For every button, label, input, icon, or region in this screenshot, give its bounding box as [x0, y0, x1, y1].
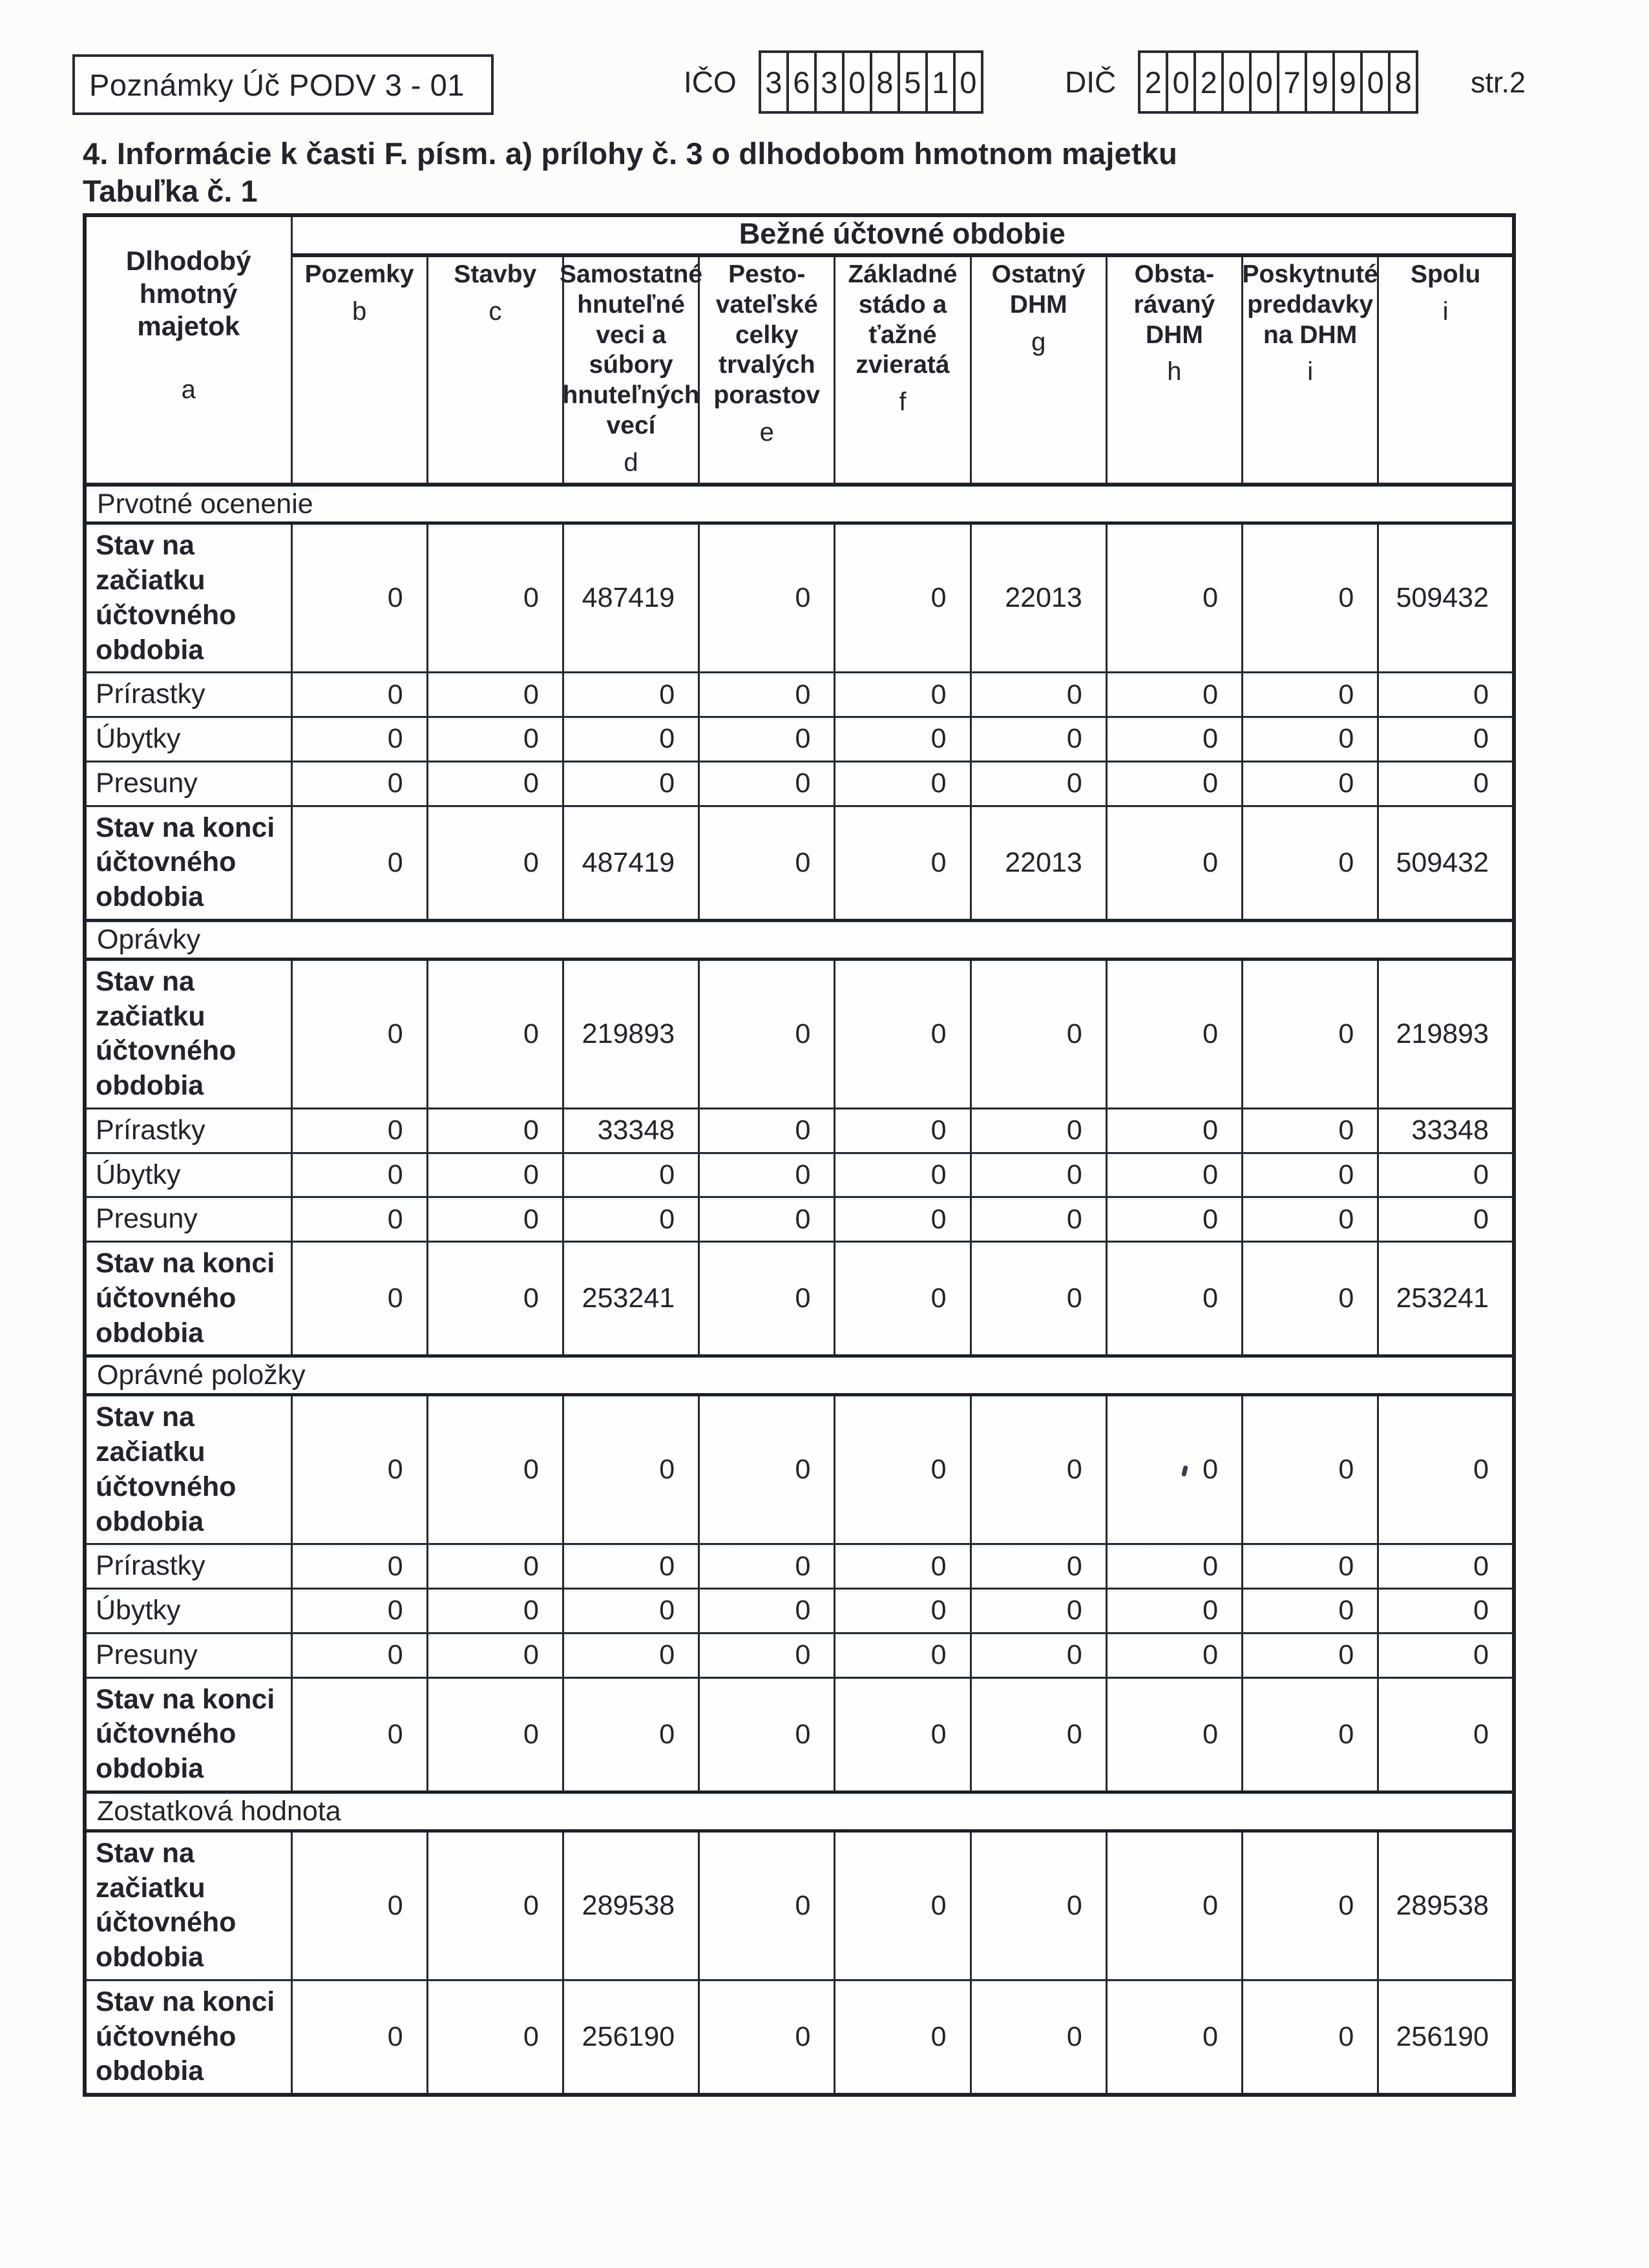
value-cell: 256190 [563, 1980, 698, 2095]
value-cell: 22013 [971, 806, 1106, 920]
value-cell: 289538 [1378, 1831, 1514, 1980]
column-header-g-5 [971, 255, 1106, 485]
value-cell: 0 [699, 1395, 835, 1544]
row-label: Stav na konci účtovného obdobia [85, 1677, 291, 1792]
value-cell: 0 [699, 806, 835, 920]
value-cell: 0 [971, 1831, 1106, 1980]
value-cell: 0 [1243, 1831, 1378, 1980]
value-cell: 0 [1243, 1589, 1378, 1633]
value-cell: 0 [1106, 1589, 1242, 1633]
table-caption: Tabuľka č. 1 [83, 174, 258, 208]
row-label: Stav na konci účtovného obdobia [85, 1242, 291, 1356]
section-row-2 [85, 1356, 1514, 1395]
row-label: Úbytky [85, 717, 291, 762]
value-cell: 0 [699, 717, 835, 762]
section-title: 4. Informácie k časti F. písm. a) prílohy č. 3 o dlhodobom hmotnom majetku [83, 136, 1178, 171]
value-cell: 0 [835, 523, 971, 673]
ico-digit-box-1: 6 [786, 50, 817, 114]
value-cell: 0 [835, 1633, 971, 1677]
value-cell: 0 [835, 959, 971, 1108]
row-label: Presuny [85, 1197, 291, 1242]
value-cell: 0 [291, 959, 427, 1108]
value-cell: 219893 [1378, 959, 1514, 1108]
row-label: Presuny [85, 1633, 291, 1677]
value-cell: 0 [1378, 1544, 1514, 1589]
value-cell: 0 [971, 1589, 1106, 1633]
dic-digit-box-1: 0 [1166, 50, 1196, 114]
value-cell: 0 [563, 1197, 698, 1242]
data-row-0-4 [85, 806, 1514, 920]
value-cell: 0 [1378, 1153, 1514, 1197]
value-cell: 0 [563, 673, 698, 717]
ico-digit-boxes [759, 50, 983, 114]
data-row-2-0 [85, 1395, 1514, 1544]
value-cell: 0 [835, 1108, 971, 1153]
value-cell: 0 [971, 717, 1106, 762]
value-cell: 0 [291, 1544, 427, 1589]
value-cell: 0 [427, 1831, 563, 1980]
value-cell: 33348 [1378, 1108, 1514, 1153]
value-cell: 0 [291, 717, 427, 762]
period-header-cell: Bežné účtovné obdobie [291, 215, 1514, 255]
value-cell: 0 [427, 1395, 563, 1544]
data-row-1-1 [85, 1108, 1514, 1153]
section-row-0 [85, 485, 1514, 523]
value-cell: 0 [1243, 761, 1378, 806]
dic-digit-box-6: 9 [1305, 50, 1335, 114]
value-cell: 0 [1106, 1980, 1242, 2095]
column-header-h-6 [1106, 255, 1242, 485]
value-cell: 0 [1106, 1197, 1242, 1242]
ico-group [684, 50, 983, 114]
value-cell: 0 [699, 1831, 835, 1980]
value-cell: 0 [1243, 1153, 1378, 1197]
value-cell: 0 [835, 1544, 971, 1589]
column-header-b-0 [291, 255, 427, 485]
value-cell: 0 [699, 523, 835, 673]
value-cell: 0 [1378, 1197, 1514, 1242]
value-cell: 253241 [1378, 1242, 1514, 1356]
value-cell: 0 [563, 1633, 698, 1677]
row-label: Stav na začiatku účtovného obdobia [85, 1831, 291, 1980]
dic-digit-box-3: 0 [1221, 50, 1252, 114]
ico-label: IČO [684, 65, 737, 99]
value-cell: 509432 [1378, 523, 1514, 673]
column-title: Poskytnuté preddavky na DHM [1242, 260, 1378, 349]
row-label: Stav na začiatku účtovného obdobia [85, 959, 291, 1108]
value-cell: 0 [971, 761, 1106, 806]
row-label: Stav na konci účtovného obdobia [85, 806, 291, 920]
row-label: Úbytky [85, 1153, 291, 1197]
value-cell: 0 [971, 1197, 1106, 1242]
value-cell: 0 [1106, 1633, 1242, 1677]
column-title: Ostatný DHM [991, 260, 1086, 319]
data-row-1-4 [85, 1242, 1514, 1356]
value-cell: 0 [291, 673, 427, 717]
value-cell: 0 [1106, 1395, 1242, 1544]
page-number: str.2 [1471, 66, 1526, 99]
column-letter: f [899, 388, 907, 417]
value-cell: 0 [291, 1980, 427, 2095]
table-header [85, 215, 1514, 485]
column-title: Pozemky [304, 260, 414, 288]
value-cell: 0 [291, 1633, 427, 1677]
value-cell: 0 [835, 1589, 971, 1633]
dic-digit-box-2: 2 [1193, 50, 1224, 114]
row-header-column-letter: a [181, 375, 196, 404]
row-label: Prírastky [85, 1108, 291, 1153]
value-cell: 0 [1106, 1677, 1242, 1792]
value-cell: 0 [291, 806, 427, 920]
value-cell: 0 [835, 1677, 971, 1792]
data-row-2-1 [85, 1544, 1514, 1589]
value-cell: 0 [835, 1395, 971, 1544]
data-row-1-0 [85, 959, 1514, 1108]
value-cell: 0 [427, 1633, 563, 1677]
ico-digit-box-0: 3 [759, 50, 789, 114]
row-label: Prírastky [85, 1544, 291, 1589]
row-label: Prírastky [85, 673, 291, 717]
value-cell: 0 [699, 1589, 835, 1633]
value-cell: 0 [1106, 806, 1242, 920]
value-cell: 33348 [563, 1108, 698, 1153]
value-cell: 0 [1378, 1589, 1514, 1633]
dic-digit-box-4: 0 [1249, 50, 1279, 114]
value-cell: 0 [1243, 1980, 1378, 2095]
column-letter: e [759, 417, 774, 446]
row-header-column-cell [85, 215, 291, 485]
column-title: Spolu [1410, 260, 1481, 288]
dic-digit-box-8: 0 [1360, 50, 1391, 114]
column-header-i-7 [1243, 255, 1378, 485]
value-cell: 0 [291, 761, 427, 806]
column-title: Stavby [454, 260, 537, 288]
row-label: Stav na začiatku účtovného obdobia [85, 1395, 291, 1544]
value-cell: 509432 [1378, 806, 1514, 920]
value-cell: 0 [1378, 717, 1514, 762]
value-cell: 0 [971, 1242, 1106, 1356]
value-cell: 0 [1243, 1544, 1378, 1589]
value-cell: 0 [563, 717, 698, 762]
value-cell: 0 [291, 1153, 427, 1197]
data-row-2-2 [85, 1589, 1514, 1633]
value-cell: 0 [1378, 673, 1514, 717]
value-cell: 0 [835, 1980, 971, 2095]
column-letter: i [1307, 357, 1314, 386]
value-cell: 0 [699, 1108, 835, 1153]
value-cell: 0 [835, 673, 971, 717]
value-cell: 0 [1243, 1197, 1378, 1242]
value-cell: 0 [1243, 673, 1378, 717]
value-cell: 0 [971, 1153, 1106, 1197]
column-header-c-1 [427, 255, 563, 485]
value-cell: 0 [835, 1153, 971, 1197]
value-cell: 487419 [563, 806, 698, 920]
value-cell: 0 [1106, 1153, 1242, 1197]
value-cell: 0 [835, 761, 971, 806]
data-row-3-1 [85, 1980, 1514, 2095]
value-cell: 0 [427, 523, 563, 673]
ico-digit-box-4: 8 [870, 50, 900, 114]
dic-digit-box-5: 7 [1277, 50, 1307, 114]
section-row-1 [85, 920, 1514, 959]
value-cell: 0 [971, 1108, 1106, 1153]
ico-digit-box-2: 3 [814, 50, 845, 114]
value-cell: 0 [971, 959, 1106, 1108]
value-cell: 0 [699, 959, 835, 1108]
value-cell: 0 [1106, 717, 1242, 762]
value-cell: 0 [971, 1544, 1106, 1589]
value-cell: 0 [563, 761, 698, 806]
ico-digit-box-5: 5 [898, 50, 928, 114]
table-body [85, 485, 1514, 2095]
value-cell: 0 [563, 1677, 698, 1792]
value-cell: 0 [563, 1544, 698, 1589]
scan-speck-artifact [1181, 1465, 1188, 1477]
column-header-d-2 [560, 255, 703, 485]
value-cell: 0 [427, 1544, 563, 1589]
section-label: Zostatková hodnota [85, 1792, 1514, 1831]
data-row-2-3 [85, 1633, 1514, 1677]
row-label: Úbytky [85, 1589, 291, 1633]
value-cell: 0 [1378, 1677, 1514, 1792]
column-header-f-4 [835, 255, 971, 485]
value-cell: 0 [427, 1108, 563, 1153]
value-cell: 0 [699, 1633, 835, 1677]
dic-digit-boxes [1138, 50, 1418, 114]
value-cell: 0 [1243, 1242, 1378, 1356]
value-cell: 0 [971, 1633, 1106, 1677]
value-cell: 0 [1243, 959, 1378, 1108]
section-row-3 [85, 1792, 1514, 1831]
value-cell: 0 [1106, 1108, 1242, 1153]
value-cell: 0 [1378, 1633, 1514, 1677]
value-cell: 0 [427, 1153, 563, 1197]
value-cell: 0 [835, 806, 971, 920]
value-cell: 0 [1243, 1395, 1378, 1544]
value-cell: 0 [1243, 1108, 1378, 1153]
value-cell: 0 [699, 1153, 835, 1197]
value-cell: 0 [427, 806, 563, 920]
data-row-2-4 [85, 1677, 1514, 1792]
value-cell: 0 [1106, 959, 1242, 1108]
value-cell: 0 [971, 1395, 1106, 1544]
data-row-1-2 [85, 1153, 1514, 1197]
value-cell: 0 [699, 761, 835, 806]
value-cell: 0 [1106, 673, 1242, 717]
value-cell: 0 [291, 1108, 427, 1153]
column-letter: g [1031, 327, 1046, 356]
data-row-1-3 [85, 1197, 1514, 1242]
value-cell: 0 [427, 1677, 563, 1792]
value-cell: 0 [291, 1677, 427, 1792]
row-header-column-title: Dlhodobý hmotný majetok [125, 246, 251, 342]
value-cell: 0 [427, 1980, 563, 2095]
value-cell: 0 [291, 523, 427, 673]
value-cell: 0 [563, 1395, 698, 1544]
ico-digit-box-6: 1 [925, 50, 956, 114]
row-label: Stav na začiatku účtovného obdobia [85, 523, 291, 673]
data-row-0-1 [85, 673, 1514, 717]
dic-digit-box-7: 9 [1332, 50, 1363, 114]
value-cell: 0 [1106, 1242, 1242, 1356]
form-identifier-label: Poznámky Úč PODV 3 - 01 [89, 67, 465, 102]
column-letter: b [352, 297, 367, 326]
value-cell: 0 [835, 717, 971, 762]
value-cell: 0 [1243, 717, 1378, 762]
value-cell: 22013 [971, 523, 1106, 673]
data-row-0-0 [85, 523, 1514, 673]
value-cell: 0 [427, 1242, 563, 1356]
section-label: Oprávné položky [85, 1356, 1514, 1395]
column-header-e-3 [699, 255, 835, 485]
value-cell: 0 [699, 673, 835, 717]
value-cell: 0 [971, 673, 1106, 717]
value-cell: 0 [291, 1589, 427, 1633]
dic-label: DIČ [1065, 65, 1117, 99]
value-cell: 0 [427, 761, 563, 806]
dic-digit-box-9: 8 [1388, 50, 1418, 114]
value-cell: 0 [971, 1677, 1106, 1792]
value-cell: 0 [427, 717, 563, 762]
data-row-0-3 [85, 761, 1514, 806]
value-cell: 0 [971, 1980, 1106, 2095]
value-cell: 0 [1243, 1677, 1378, 1792]
value-cell: 0 [291, 1831, 427, 1980]
value-cell: 0 [291, 1242, 427, 1356]
value-cell: 0 [1378, 1395, 1514, 1544]
value-cell: 0 [291, 1197, 427, 1242]
value-cell: 289538 [563, 1831, 698, 1980]
column-letter: d [624, 448, 638, 477]
value-cell: 0 [835, 1831, 971, 1980]
data-row-3-0 [85, 1831, 1514, 1980]
value-cell: 0 [427, 959, 563, 1108]
column-header-i-8 [1378, 255, 1514, 485]
value-cell: 0 [699, 1544, 835, 1589]
value-cell: 0 [1106, 523, 1242, 673]
value-cell: 0 [699, 1980, 835, 2095]
column-title: Základné stádo a ťažné zvieratá [848, 260, 958, 379]
value-cell: 0 [291, 1395, 427, 1544]
dic-group [1065, 50, 1418, 114]
value-cell: 256190 [1378, 1980, 1514, 2095]
column-letter: h [1167, 357, 1182, 386]
section-label: Oprávky [85, 920, 1514, 959]
form-identifier-box [72, 54, 494, 115]
value-cell: 487419 [563, 523, 698, 673]
value-cell: 0 [427, 673, 563, 717]
value-cell: 0 [1106, 1831, 1242, 1980]
assets-table [83, 213, 1516, 2097]
value-cell: 0 [835, 1197, 971, 1242]
column-title: Obsta-rávaný DHM [1133, 260, 1215, 349]
assets-table-wrapper [83, 213, 1516, 2097]
value-cell: 253241 [563, 1242, 698, 1356]
value-cell: 0 [563, 1153, 698, 1197]
value-cell: 0 [1106, 1544, 1242, 1589]
section-label: Prvotné ocenenie [85, 485, 1514, 523]
value-cell: 0 [1243, 1633, 1378, 1677]
value-cell: 0 [699, 1197, 835, 1242]
row-label: Presuny [85, 761, 291, 806]
value-cell: 0 [1243, 523, 1378, 673]
column-letter: i [1442, 297, 1449, 326]
value-cell: 0 [1106, 761, 1242, 806]
ico-digit-box-3: 0 [842, 50, 872, 114]
value-cell: 0 [699, 1242, 835, 1356]
dic-digit-box-0: 2 [1138, 50, 1168, 114]
value-cell: 0 [563, 1589, 698, 1633]
value-cell: 0 [427, 1197, 563, 1242]
value-cell: 0 [1378, 761, 1514, 806]
value-cell: 219893 [563, 959, 698, 1108]
ico-digit-box-7: 0 [953, 50, 983, 114]
value-cell: 0 [835, 1242, 971, 1356]
column-title: Samostatné hnuteľné veci a súbory hnuteľných vecí [560, 260, 703, 439]
row-label: Stav na konci účtovného obdobia [85, 1980, 291, 2095]
value-cell: 0 [1243, 806, 1378, 920]
column-title: Pesto-vateľské celky trvalých porastov [713, 260, 821, 410]
column-letter: c [488, 297, 502, 326]
value-cell: 0 [699, 1677, 835, 1792]
value-cell: 0 [427, 1589, 563, 1633]
data-row-0-2 [85, 717, 1514, 762]
